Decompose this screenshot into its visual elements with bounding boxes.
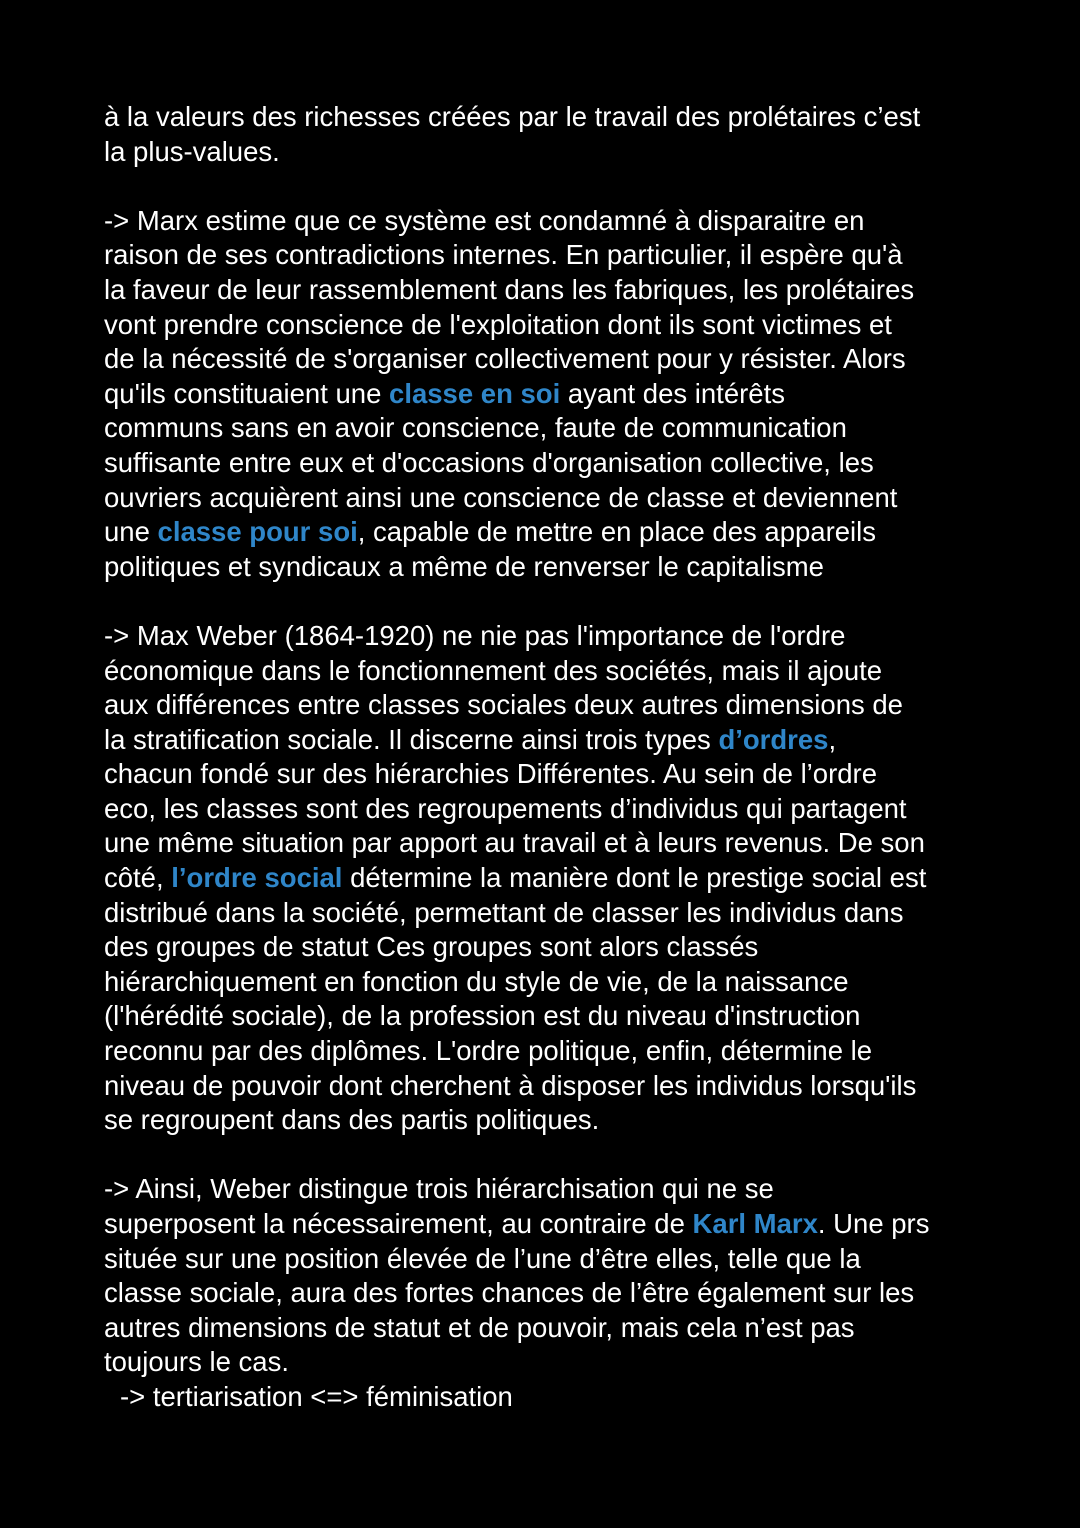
text-line [104, 826, 1004, 861]
document-page [104, 100, 1004, 1415]
text-segment: raison de ses contradictions internes. En particulier, il espère qu'à [104, 239, 903, 271]
text-segment: aux différences entre classes sociales deux autres dimensions de [104, 689, 903, 721]
text-line [104, 619, 1004, 654]
text-line [104, 757, 1004, 792]
text-segment: ayant des intérêts [560, 377, 785, 409]
text-segment: communs sans en avoir conscience, faute de communication [104, 412, 847, 444]
text-line [104, 723, 1004, 758]
text-segment: toujours le cas. [104, 1346, 289, 1378]
text-line [104, 1345, 1004, 1380]
text-line [104, 1069, 1004, 1104]
text-segment: hiérarchiquement en fonction du style de vie, de la naissance [104, 965, 849, 997]
text-segment: à la valeurs des richesses créées par le travail des prolétaires c’est [104, 101, 921, 132]
text-segment: la faveur de leur rassemblement dans les fabriques, les prolétaires [104, 273, 915, 305]
text-segment: -> tertiarisation <=> féminisation [120, 1380, 513, 1412]
highlighted-term: classe pour soi [157, 516, 358, 548]
text-segment: politiques et syndicaux a même de renverser le capitalisme [104, 550, 824, 582]
paragraph-gap [104, 169, 1004, 204]
highlighted-term: Karl Marx [692, 1208, 818, 1239]
text-line [104, 342, 1004, 377]
text-line [104, 1172, 1004, 1207]
text-segment: . Une prs [817, 1208, 930, 1239]
text-segment: , [828, 723, 837, 755]
text-segment: côté, [104, 862, 172, 894]
text-segment: reconnu par des diplômes. L'ordre politique, enfin, détermine le [104, 1035, 873, 1067]
text-segment: de la nécessité de s'organiser collectivement pour y résister. Alors [104, 343, 906, 375]
text-segment: classe sociale, aura des fortes chances de l’être également sur les [104, 1277, 915, 1309]
text-segment: autres dimensions de statut et de pouvoir, mais cela n’est pas [104, 1311, 855, 1343]
text-segment: -> Max Weber (1864-1920) ne nie pas l'importance de l'ordre [104, 619, 846, 651]
text-line [104, 135, 1004, 170]
text-line [104, 481, 1004, 516]
text-segment: superposent la nécessairement, au contraire de [104, 1208, 693, 1239]
text-segment: (l'hérédité sociale), de la profession est du niveau d'instruction [104, 1000, 861, 1032]
text-line [104, 930, 1004, 965]
text-line [104, 792, 1004, 827]
text-line [104, 550, 1004, 585]
text-line [104, 411, 1004, 446]
text-line [104, 1103, 1004, 1138]
text-line [104, 861, 1004, 896]
paragraph [104, 100, 1004, 169]
text-segment: une même situation par apport au travail et à leurs revenus. De son [104, 827, 925, 859]
text-line [104, 446, 1004, 481]
text-line [104, 238, 1004, 273]
text-line [104, 273, 1004, 308]
text-line [104, 965, 1004, 1000]
text-line [104, 1380, 1004, 1415]
text-line [104, 308, 1004, 343]
text-segment: vont prendre conscience de l'exploitation dont ils sont victimes et [104, 308, 892, 340]
text-segment: économique dans le fonctionnement des sociétés, mais il ajoute [104, 654, 883, 686]
text-line [104, 515, 1004, 550]
paragraph-gap [104, 584, 1004, 619]
text-line [104, 1034, 1004, 1069]
text-segment: qu'ils constituaient une [104, 377, 390, 409]
paragraph [104, 1172, 1004, 1414]
text-segment: , capable de mettre en place des appareils [357, 516, 877, 548]
text-segment: ouvriers acquièrent ainsi une conscience de classe et deviennent [104, 481, 898, 513]
text-segment: la plus-values. [104, 135, 280, 167]
paragraph-gap [104, 1138, 1004, 1173]
text-segment: des groupes de statut Ces groupes sont alors classés [104, 931, 759, 963]
paragraph [104, 204, 1004, 585]
text-line [104, 100, 1004, 135]
text-segment: la stratification sociale. Il discerne ainsi trois types [104, 723, 719, 755]
text-segment: détermine la manière dont le prestige social est [342, 862, 927, 894]
text-line [104, 654, 1004, 689]
text-segment: se regroupent dans des partis politiques. [104, 1104, 600, 1136]
text-segment: -> Ainsi, Weber distingue trois hiérarchisation qui ne se [104, 1173, 774, 1205]
text-segment: niveau de pouvoir dont cherchent à disposer les individus lorsqu'ils [104, 1069, 917, 1101]
text-segment: une [104, 516, 158, 548]
text-line [104, 204, 1004, 239]
highlighted-term: classe en soi [389, 377, 561, 409]
text-line [104, 999, 1004, 1034]
text-segment: eco, les classes sont des regroupements d’individus qui partagent [104, 792, 907, 824]
text-segment: située sur une position élevée de l’une d’être elles, telle que la [104, 1242, 861, 1274]
text-line [104, 1242, 1004, 1277]
text-line [104, 1207, 1004, 1242]
text-segment: chacun fondé sur des hiérarchies Différentes. Au sein de l’ordre [104, 758, 877, 790]
text-segment: -> Marx estime que ce système est condamné à disparaitre en [104, 204, 865, 236]
text-line [104, 377, 1004, 412]
text-line [104, 1276, 1004, 1311]
text-segment: distribué dans la société, permettant de classer les individus dans [104, 896, 904, 928]
paragraph [104, 619, 1004, 1138]
text-line [104, 1311, 1004, 1346]
text-line [104, 688, 1004, 723]
highlighted-term: l’ordre social [171, 862, 343, 894]
text-line [104, 896, 1004, 931]
highlighted-term: d’ordres [718, 723, 829, 755]
text-segment: suffisante entre eux et d'occasions d'organisation collective, les [104, 446, 874, 478]
